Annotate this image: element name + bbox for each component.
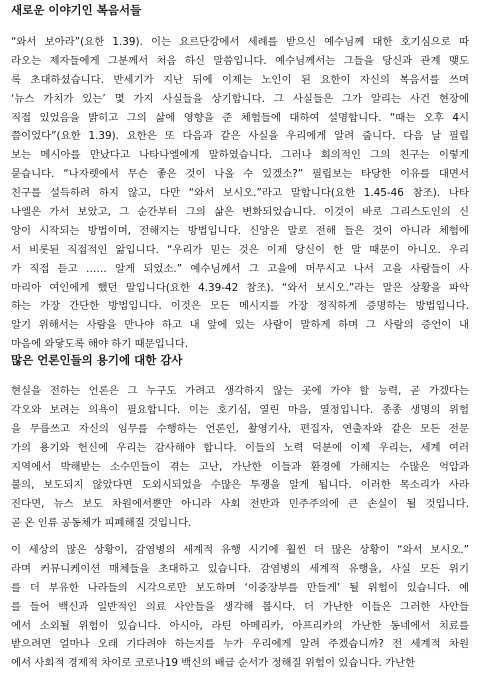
text-line: 곧 온 인류 공동체가 피폐해질 것입니다.	[11, 517, 192, 530]
text-line: 라며 커뮤니케이션 매체들을 초대하고 있습니다. 감염병의 세계적 유행을, 사실 모든 위기	[11, 562, 469, 575]
text-line: 이 세상의 많은 상황이, 감염병의 세계적 유행 시기에 훨씬 더 많은 상황이 “와서 보시오.”	[11, 544, 469, 556]
paragraph-journalism-courage	[11, 382, 469, 533]
section-heading-new-stories: 새로운 이야기인 복음서들	[11, 3, 142, 17]
text-line: 쯤이었다”(요한 1.39). 요한은 또 다음과 같은 사실을 우리에게 알려 줍니다. 다음 날 필립	[11, 130, 469, 143]
text-line: 하는 가장 간단한 방법입니다. 이것은 모든 메시지를 가장 정직하게 증명하는 방법입니다.	[11, 300, 469, 313]
text-line: 묻습니다. “나자렛에서 무슨 좋은 것이 나올 수 있겠소?” 필립보는 타당한 이유를 대면서	[11, 168, 469, 181]
text-line: 마리아 여인에게 했던 말입니다(요한 4.39-42 참조). “와서 보시오.”라는 말은 상황을 파악	[11, 281, 469, 294]
section-heading-gratitude-journalists: 많은 언론인들의 용기에 대한 감사	[11, 353, 183, 367]
text-line: 직접 있었음을 밝히고 그의 삶에 영향을 준 체험들에 대하여 설명합니다. “때는 오후 4시	[11, 111, 469, 124]
text-line: 불의, 보도되지 않았다면 도외시되었을 수많은 투쟁을 알게 됩니다. 이러한 목소리가 사라	[11, 479, 469, 492]
text-line: 보는 메시아를 만났다고 나타나엘에게 말하였습니다. 그러나 회의적인 그의 친구는 이렇게	[11, 149, 469, 162]
text-line: 현실을 전하는 언론은 그 누구도 가려고 생각하지 않는 곳에 가야 할 능력, 곧 가겠다는	[11, 385, 469, 397]
text-line: 지역에서 박해받는 소수민들이 겪는 고난, 가난한 이들과 환경에 가해지는 수많은 억압과	[11, 460, 469, 473]
text-line: 을 무릅쓰고 자신의 임무를 수행하는 언론인, 촬영기사, 편집자, 연출자와 같은 모든 전문	[11, 422, 469, 435]
text-line: 에서 사회적 경제적 차이로 코로나19 백신의 배급 순서가 정해질 위험이 있습니다. 가난한	[11, 657, 416, 670]
text-line: 받으려면 얼마나 오래 기다려야 하는지를 누가 우리에게 알려 주겠습니까? 전 세계적 차원	[11, 638, 469, 651]
text-line: 서 비롯된 직접적인 앎입니다. “우리가 믿는 것은 이제 당신이 한 말 때문이 아니오. 우리	[11, 243, 469, 256]
text-line: “와서 보아라”(요한 1.39). 이는 요르단강에서 세례를 받으신 예수님께 대한 호기심으로 따	[11, 36, 469, 48]
text-line: 알기 위해서는 사람을 만나야 하고 내 앞에 있는 사람이 말하게 하며 그 사람의 증언이 내	[11, 319, 469, 332]
text-line: 라오는 제자들에게 그분께서 처음 하신 말씀입니다. 예수님께서는 그들을 당신과 관계 맺도	[11, 54, 469, 67]
paragraph-pandemic-situations	[11, 541, 469, 673]
text-line: 를 들어 백신과 일반적인 의료 사안들을 생각해 봅시다. 더 가난한 이들은 그러한 사안들	[11, 600, 469, 613]
text-line: ‘뉴스 가치가 있는’ 몇 가지 사실들을 상기합니다. 그 사실들은 그가 알리는 사건 현장에	[11, 92, 469, 105]
text-line: 마음에 와닿도록 해야 하기 때문입니다.	[11, 338, 189, 351]
text-line: 록 초대하셨습니다. 반세기가 지난 뒤에 이제는 노인이 된 요한이 자신의 복음서를 쓰며	[11, 73, 469, 86]
text-line: 가 직접 듣고 …… 알게 되었소.” 예수님께서 그 고을에 머무시고 나서 고을 사람들이 사	[11, 262, 469, 275]
paragraph-come-and-see	[11, 33, 469, 354]
text-line: 친구를 설득하려 하지 않고, 다만 “와서 보시오.”라고 말합니다(요한 1.45-46 참조). 나타	[11, 187, 469, 200]
text-line: 각오와 보려는 의욕이 필요합니다. 이는 호기심, 열린 마음, 열정입니다. 종종 생명의 위험	[11, 403, 469, 416]
text-line: 에서 소외될 위험이 있습니다. 아시아, 라틴 아메리카, 아프리카의 가난한 동네에서 치료를	[11, 619, 469, 632]
text-line: 나엘은 가서 보았고, 그 순간부터 그의 삶은 변화되었습니다. 이것이 바로 그리스도인의 신	[11, 206, 469, 219]
text-line: 가의 용기와 헌신에 우리는 감사해야 합니다. 이들의 노력 덕분에 이제 우리는, 세계 여러	[11, 441, 469, 454]
text-line: 를 더 부유한 나라들의 시각으로만 보도하며 ‘이중장부를 만들게’ 될 위험이 있습니다. 예	[11, 581, 469, 594]
text-line: 진다면, 뉴스 보도 차원에서뿐만 아니라 사회 전반과 민주주의에 큰 손실이 될 것입니다.	[11, 498, 469, 511]
text-line: 앙이 시작되는 방법이며, 전해지는 방법입니다. 신앙은 말로 전해 들은 것이 아니라 체험에	[11, 224, 469, 237]
